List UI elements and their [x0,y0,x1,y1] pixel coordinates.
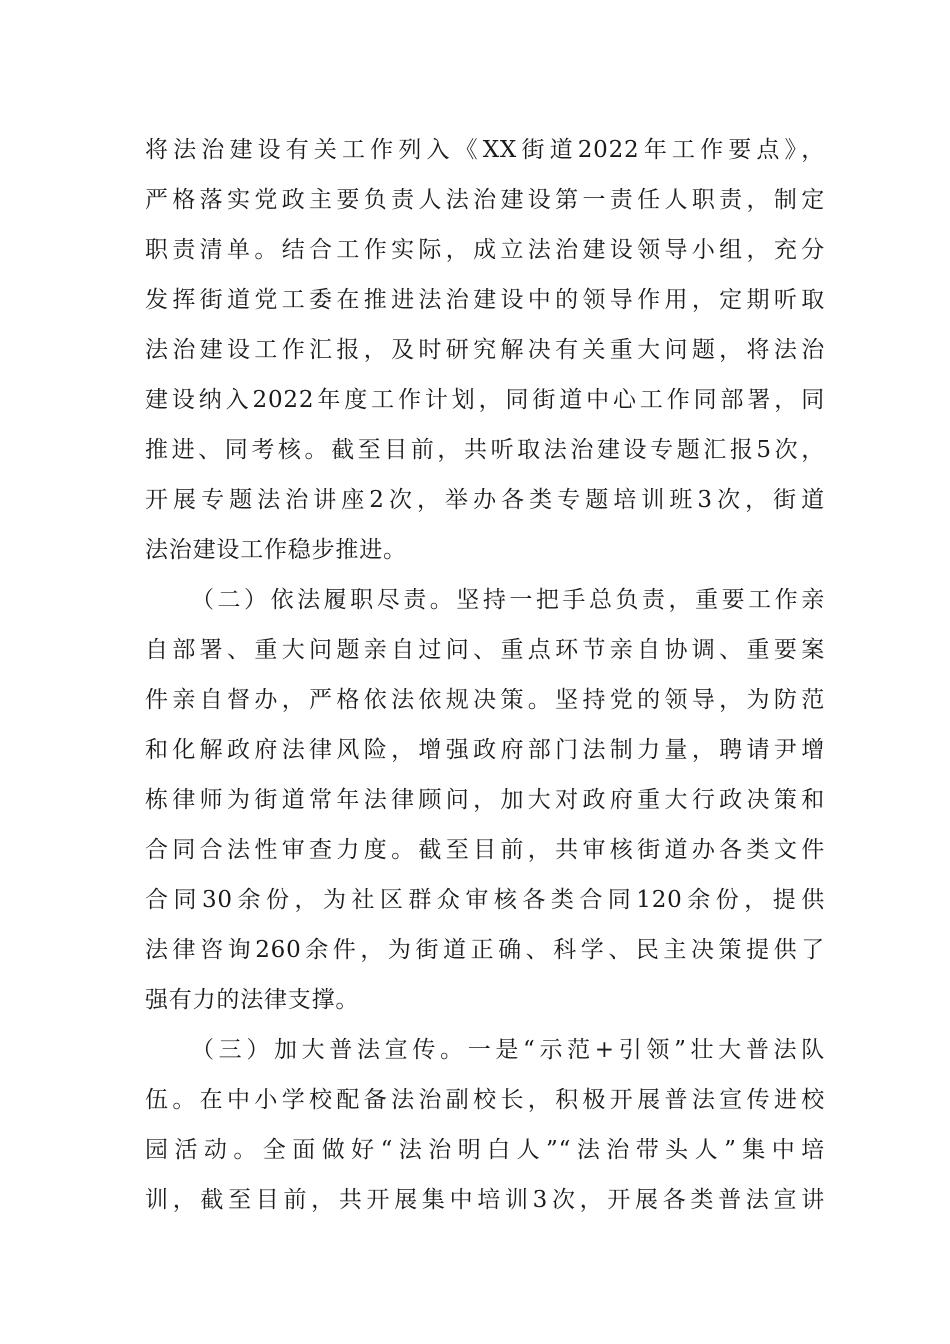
text-line: 园活动。全面做好“法治明白人”“法治带头人”集中培 [145,1137,825,1163]
text-line: 伍。在中小学校配备法治副校长，积极开展普法宣传进校 [145,1087,825,1113]
text-line: 职责清单。结合工作实际，成立法治建设领导小组，充分 [145,237,825,263]
text-line-paragraph-end: 法治建设工作稳步推进。 [145,537,407,563]
text-line: 严格落实党政主要负责人法治建设第一责任人职责，制定 [145,187,825,213]
text-line: 和化解政府法律风险，增强政府部门法制力量，聘请尹增 [145,737,825,763]
text-line: 合同30余份，为社区群众审核各类合同120余份，提供 [145,887,825,913]
text-line: 法治建设工作汇报，及时研究解决有关重大问题，将法治 [145,337,825,363]
text-line: 件亲自督办，严格依法依规决策。坚持党的领导，为防范 [145,687,825,713]
text-line: 栋律师为街道常年法律顾问，加大对政府重大行政决策和 [145,787,825,813]
text-line: 法律咨询260余件，为街道正确、科学、民主决策提供了 [145,937,825,963]
document-body [145,125,825,1225]
text-line: 将法治建设有关工作列入《XX街道2022年工作要点》， [145,137,825,163]
text-line: 发挥街道党工委在推进法治建设中的领导作用，定期听取 [145,287,825,313]
text-line: 合同合法性审查力度。截至目前，共审核街道办各类文件 [145,837,825,863]
text-line: 开展专题法治讲座2次，举办各类专题培训班3次，街道 [145,487,825,513]
paragraph-heading-3: （三）加大普法宣传。一是“示范+引领”壮大普法队 [191,1037,825,1063]
text-line: 推进、同考核。截至目前，共听取法治建设专题汇报5次， [145,437,825,463]
text-line-paragraph-end: 强有力的法律支撑。 [145,987,360,1013]
text-line: 建设纳入2022年度工作计划，同街道中心工作同部署，同 [145,387,825,413]
text-line: 自部署、重大问题亲自过问、重点环节亲自协调、重要案 [145,637,825,663]
text-line: 训，截至目前，共开展集中培训3次，开展各类普法宣讲 [145,1187,825,1213]
paragraph-heading-2: （二）依法履职尽责。坚持一把手总负责，重要工作亲 [191,587,825,613]
